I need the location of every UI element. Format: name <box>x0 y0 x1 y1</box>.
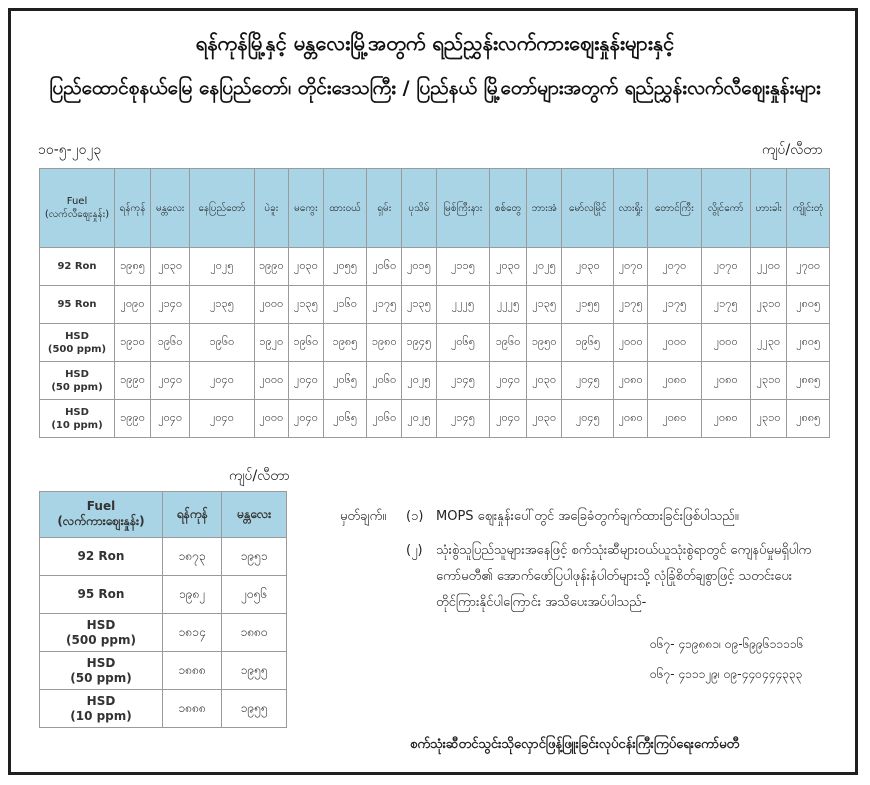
fuel-type-name: 95 Ron <box>77 587 125 601</box>
price-cell: ၂၀၆၀ <box>367 400 402 438</box>
price-cell: ၂၀၄၀ <box>490 362 527 400</box>
price-cell: ၂၁၄၅ <box>436 362 489 400</box>
notes-heading: မှတ်ချက်။ <box>340 509 387 524</box>
city-header: မန္တလေး <box>222 492 287 538</box>
unit-label-main: ကျပ်/လီတာ <box>762 142 823 158</box>
city-header: ဘားအံ <box>526 169 562 248</box>
price-cell: ၂၇၀၀ <box>787 248 830 286</box>
city-header: မော်လမြိုင် <box>562 169 614 248</box>
price-cell: ၂၂၂၅ <box>490 286 527 324</box>
city-header: မြစ်ကြီးနား <box>436 169 489 248</box>
price-cell: ၂၀၆၅ <box>436 324 489 362</box>
price-cell: ၂၈၀၅ <box>787 324 830 362</box>
fuel-type-cell <box>40 248 115 286</box>
city-header: ပဲခူး <box>254 169 289 248</box>
fuel-type-cell <box>40 286 115 324</box>
wholesale-price-table <box>39 491 287 728</box>
price-cell: ၁၉၆၅ <box>562 324 614 362</box>
price-cell: ၂၀၂၅ <box>190 248 254 286</box>
price-cell: ၁၉၄၅ <box>402 324 437 362</box>
price-cell: ၂၁၇၅ <box>648 286 701 324</box>
fuel-type-cell <box>40 576 163 614</box>
note-2-number: (၂) <box>406 543 423 558</box>
price-cell: ၂၀၁၅ <box>402 248 437 286</box>
fuel-header-subtitle: (လက်ကားဈေးနှုန်း) <box>57 513 145 528</box>
price-cell: ၂၀၆၅ <box>323 400 367 438</box>
table-row <box>40 652 287 690</box>
retail-price-table <box>39 168 830 438</box>
price-cell: ၂၁၇၅ <box>701 286 750 324</box>
city-header: ပုသိမ် <box>402 169 437 248</box>
price-cell: ၂၁၄၅ <box>436 400 489 438</box>
price-cell: ၂၀၂၅ <box>526 248 562 286</box>
fuel-type-grade: (500 ppm) <box>66 632 136 647</box>
fuel-type-name: HSD <box>65 368 89 380</box>
price-cell: ၁၉၆၀ <box>490 324 527 362</box>
price-cell: ၂၀၇၀ <box>648 248 701 286</box>
fuel-type-cell <box>40 690 163 728</box>
price-cell: ၂၈၀၅ <box>787 286 830 324</box>
price-cell: ၁၉၉၀ <box>115 362 151 400</box>
price-cell: ၂၀၈၀ <box>701 362 750 400</box>
price-cell: ၂၀၀၀ <box>254 400 289 438</box>
price-cell: ၂၀၈၀ <box>614 362 648 400</box>
fuel-type-cell <box>40 614 163 652</box>
price-cell: ၂၀၂၅ <box>402 400 437 438</box>
price-cell: ၁၈၈၈ <box>163 652 222 690</box>
city-header: ကျိုင်းတုံ <box>787 169 830 248</box>
price-cell: ၂၈၈၅ <box>787 362 830 400</box>
fuel-header <box>40 492 163 538</box>
price-cell: ၁၉၅၀ <box>526 324 562 362</box>
fuel-type-cell <box>40 400 115 438</box>
price-cell: ၂၀၂၅ <box>402 362 437 400</box>
phone-numbers-2: ၀၆၇- ၄၁၁၁၂၉၊ ၀၉-၄၄၀၄၄၄၃၃၃ <box>650 667 803 681</box>
price-cell: ၂၀၆၀ <box>367 362 402 400</box>
note-1-number: (၁) <box>406 509 424 524</box>
price-cell: ၂၈၈၅ <box>787 400 830 438</box>
price-cell: ၂၀၄၀ <box>151 362 190 400</box>
price-cell: ၂၀၈၀ <box>648 400 701 438</box>
price-cell: ၂၀၄၀ <box>151 400 190 438</box>
committee-signature: စက်သုံးဆီတင်သွင်းသိုလှောင်ဖြန့်ဖြူးခြင်းလုပ်ငန်းကြီးကြပ်ရေးကော်မတီ <box>410 737 740 752</box>
date-label: ၁၀-၅-၂၀၂၃ <box>38 142 102 158</box>
note-2-line-2: ကော်မတီ၏ အောက်ဖော်ပြပါဖုန်းနံပါတ်များသို့ လုံခြုံစိတ်ချစွာဖြင့် သတင်းပေး <box>436 569 793 584</box>
price-cell: ၁၉၆၀ <box>289 324 324 362</box>
table-row <box>40 614 287 652</box>
price-cell: ၂၂၂၅ <box>436 286 489 324</box>
fuel-type-grade: (50 ppm) <box>51 381 103 393</box>
fuel-header <box>40 169 115 248</box>
table-row <box>40 400 830 438</box>
price-cell: ၂၀၃၀ <box>562 248 614 286</box>
price-cell: ၂၁၁၅ <box>436 248 489 286</box>
city-header: ရန်ကုန် <box>115 169 151 248</box>
price-cell: ၂၀၃၀ <box>151 248 190 286</box>
price-cell: ၁၉၅၅ <box>222 690 287 728</box>
fuel-type-cell <box>40 362 115 400</box>
phone-numbers-1: ၀၆၇- ၄၁၉၈၈၁၊ ၀၉-၆၉၉၆၁၁၁၁၆ <box>650 637 804 651</box>
price-cell: ၁၉၈၅ <box>323 324 367 362</box>
city-header: ရှမ်း <box>367 169 402 248</box>
price-cell: ၁၈၇၃ <box>163 538 222 576</box>
price-cell: ၂၀၀၀ <box>614 324 648 362</box>
city-header: တောင်ကြီး <box>648 169 701 248</box>
price-cell: ၂၃၁၀ <box>750 362 787 400</box>
price-cell: ၂၀၄၅ <box>562 400 614 438</box>
table-row <box>40 576 287 614</box>
price-cell: ၂၁၅၅ <box>562 286 614 324</box>
price-cell: ၂၀၃၀ <box>490 248 527 286</box>
price-cell: ၁၉၈၅ <box>115 248 151 286</box>
price-cell: ၂၀၄၀ <box>289 400 324 438</box>
table-row <box>40 286 830 324</box>
price-cell: ၂၀၉၀ <box>115 286 151 324</box>
fuel-type-grade: (10 ppm) <box>51 419 103 431</box>
fuel-type-cell <box>40 538 163 576</box>
city-header: လွိုင်ကော် <box>701 169 750 248</box>
price-cell: ၂၀၃၀ <box>526 362 562 400</box>
price-cell: ၂၀၆၀ <box>367 248 402 286</box>
note-1-text: MOPS ဈေးနှုန်းပေါ်တွင် အခြေခံတွက်ချက်ထားခြင်းဖြစ်ပါသည်။ <box>436 509 739 524</box>
fuel-header-title: Fuel <box>86 498 116 513</box>
price-cell: ၂၀၄၅ <box>562 362 614 400</box>
price-cell: ၁၉၁၀ <box>115 324 151 362</box>
table-header-row <box>40 492 287 538</box>
price-cell: ၂၀၀၀ <box>701 324 750 362</box>
fuel-type-name: 92 Ron <box>57 261 97 272</box>
price-cell: ၁၉၂၀ <box>254 324 289 362</box>
price-cell: ၂၃၁၀ <box>750 400 787 438</box>
fuel-type-name: HSD <box>65 330 89 342</box>
fuel-header-title: Fuel <box>66 196 88 207</box>
table-row <box>40 248 830 286</box>
price-cell: ၂၀၄၀ <box>190 400 254 438</box>
title-line-2: ပြည်ထောင်စုနယ်မြေ နေပြည်တော်၊ တိုင်းဒေသကြီး / ပြည်နယ် မြို့တော်များအတွက် ရည်ညွှန်းလက်လီဈေးနှုန်းများ <box>49 77 821 99</box>
table-row <box>40 324 830 362</box>
price-cell: ၁၈၈၀ <box>222 614 287 652</box>
price-cell: ၂၀၅၆ <box>222 576 287 614</box>
price-cell: ၂၃၁၀ <box>750 286 787 324</box>
city-header: မန္တလေး <box>151 169 190 248</box>
note-2-line-3: တိုင်ကြားနိုင်ပါကြောင်း အသိပေးအပ်ပါသည်- <box>436 595 647 610</box>
fuel-type-grade: (500 ppm) <box>47 343 107 355</box>
price-cell: ၂၁၆၀ <box>323 286 367 324</box>
price-cell: ၂၀၀၀ <box>254 362 289 400</box>
note-2-line-1: သုံးစွဲသူပြည်သူများအနေဖြင့် စက်သုံးဆီများဝယ်ယူသုံးစွဲရာတွင် ကျေနပ်မှုမရှိပါက <box>436 543 812 558</box>
price-cell: ၂၁၇၅ <box>367 286 402 324</box>
price-cell: ၁၈၈၈ <box>163 690 222 728</box>
title-line-1: ရန်ကုန်မြို့နှင့် မန္တလေးမြို့အတွက် ရည်ညွှန်းလက်ကားဈေးနှုန်းများနှင့် <box>195 31 675 55</box>
city-header: မကွေး <box>289 169 324 248</box>
price-cell: ၂၁၄၀ <box>151 286 190 324</box>
price-cell: ၂၀၈၀ <box>614 400 648 438</box>
price-cell: ၁၈၁၄ <box>163 614 222 652</box>
price-cell: ၂၀၃၀ <box>289 248 324 286</box>
table-row <box>40 362 830 400</box>
price-cell: ၂၀၈၀ <box>701 400 750 438</box>
fuel-type-name: 95 Ron <box>57 299 97 310</box>
price-cell: ၂၁၃၅ <box>289 286 324 324</box>
price-cell: ၂၀၇၀ <box>701 248 750 286</box>
price-cell: ၁၉၉၀ <box>254 248 289 286</box>
price-cell: ၂၂၃၀ <box>750 324 787 362</box>
price-cell: ၂၀၇၀ <box>614 248 648 286</box>
price-cell: ၂၀၄၀ <box>190 362 254 400</box>
fuel-type-grade: (50 ppm) <box>70 670 132 685</box>
price-cell: ၂၀၅၅ <box>323 248 367 286</box>
price-cell: ၂၁၃၅ <box>190 286 254 324</box>
price-cell: ၂၀၆၅ <box>323 362 367 400</box>
fuel-type-grade: (10 ppm) <box>70 708 132 723</box>
price-cell: ၂၀၃၀ <box>526 400 562 438</box>
table-header-row <box>40 169 830 248</box>
city-header: ဟားခါး <box>750 169 787 248</box>
price-cell: ၁၉၈၂ <box>163 576 222 614</box>
city-header: ထားဝယ် <box>323 169 367 248</box>
fuel-header-subtitle: (လက်လီဈေးနှုန်း) <box>44 209 110 220</box>
table-row <box>40 538 287 576</box>
price-cell: ၂၁၇၅ <box>614 286 648 324</box>
note-2-text <box>436 538 836 616</box>
price-cell: ၁၉၆၀ <box>151 324 190 362</box>
price-cell: ၂၀၀၀ <box>648 324 701 362</box>
city-header: လားရှိုး <box>614 169 648 248</box>
city-header: စစ်တွေ <box>490 169 527 248</box>
fuel-type-name: 92 Ron <box>77 549 125 563</box>
fuel-type-name: HSD <box>86 693 116 708</box>
city-header: နေပြည်တော် <box>190 169 254 248</box>
price-cell: ၁၉၅၁ <box>222 538 287 576</box>
price-cell: ၁၉၅၅ <box>222 652 287 690</box>
price-cell: ၂၂၀၀ <box>750 248 787 286</box>
city-header: ရန်ကုန် <box>163 492 222 538</box>
price-cell: ၂၁၃၅ <box>402 286 437 324</box>
table-row <box>40 690 287 728</box>
price-cell: ၂၀၄၀ <box>490 400 527 438</box>
price-cell: ၂၁၃၅ <box>526 286 562 324</box>
fuel-type-name: HSD <box>86 655 116 670</box>
price-cell: ၁၉၈၀ <box>367 324 402 362</box>
fuel-type-cell <box>40 324 115 362</box>
price-cell: ၂၀၈၀ <box>648 362 701 400</box>
unit-label-small: ကျပ်/လီတာ <box>229 468 290 484</box>
price-cell: ၂၀၄၀ <box>289 362 324 400</box>
fuel-type-cell <box>40 652 163 690</box>
fuel-type-name: HSD <box>86 617 116 632</box>
price-cell: ၁၉၉၀ <box>115 400 151 438</box>
price-cell: ၂၀၀၀ <box>254 286 289 324</box>
fuel-type-name: HSD <box>65 406 89 418</box>
price-cell: ၁၉၆၀ <box>190 324 254 362</box>
